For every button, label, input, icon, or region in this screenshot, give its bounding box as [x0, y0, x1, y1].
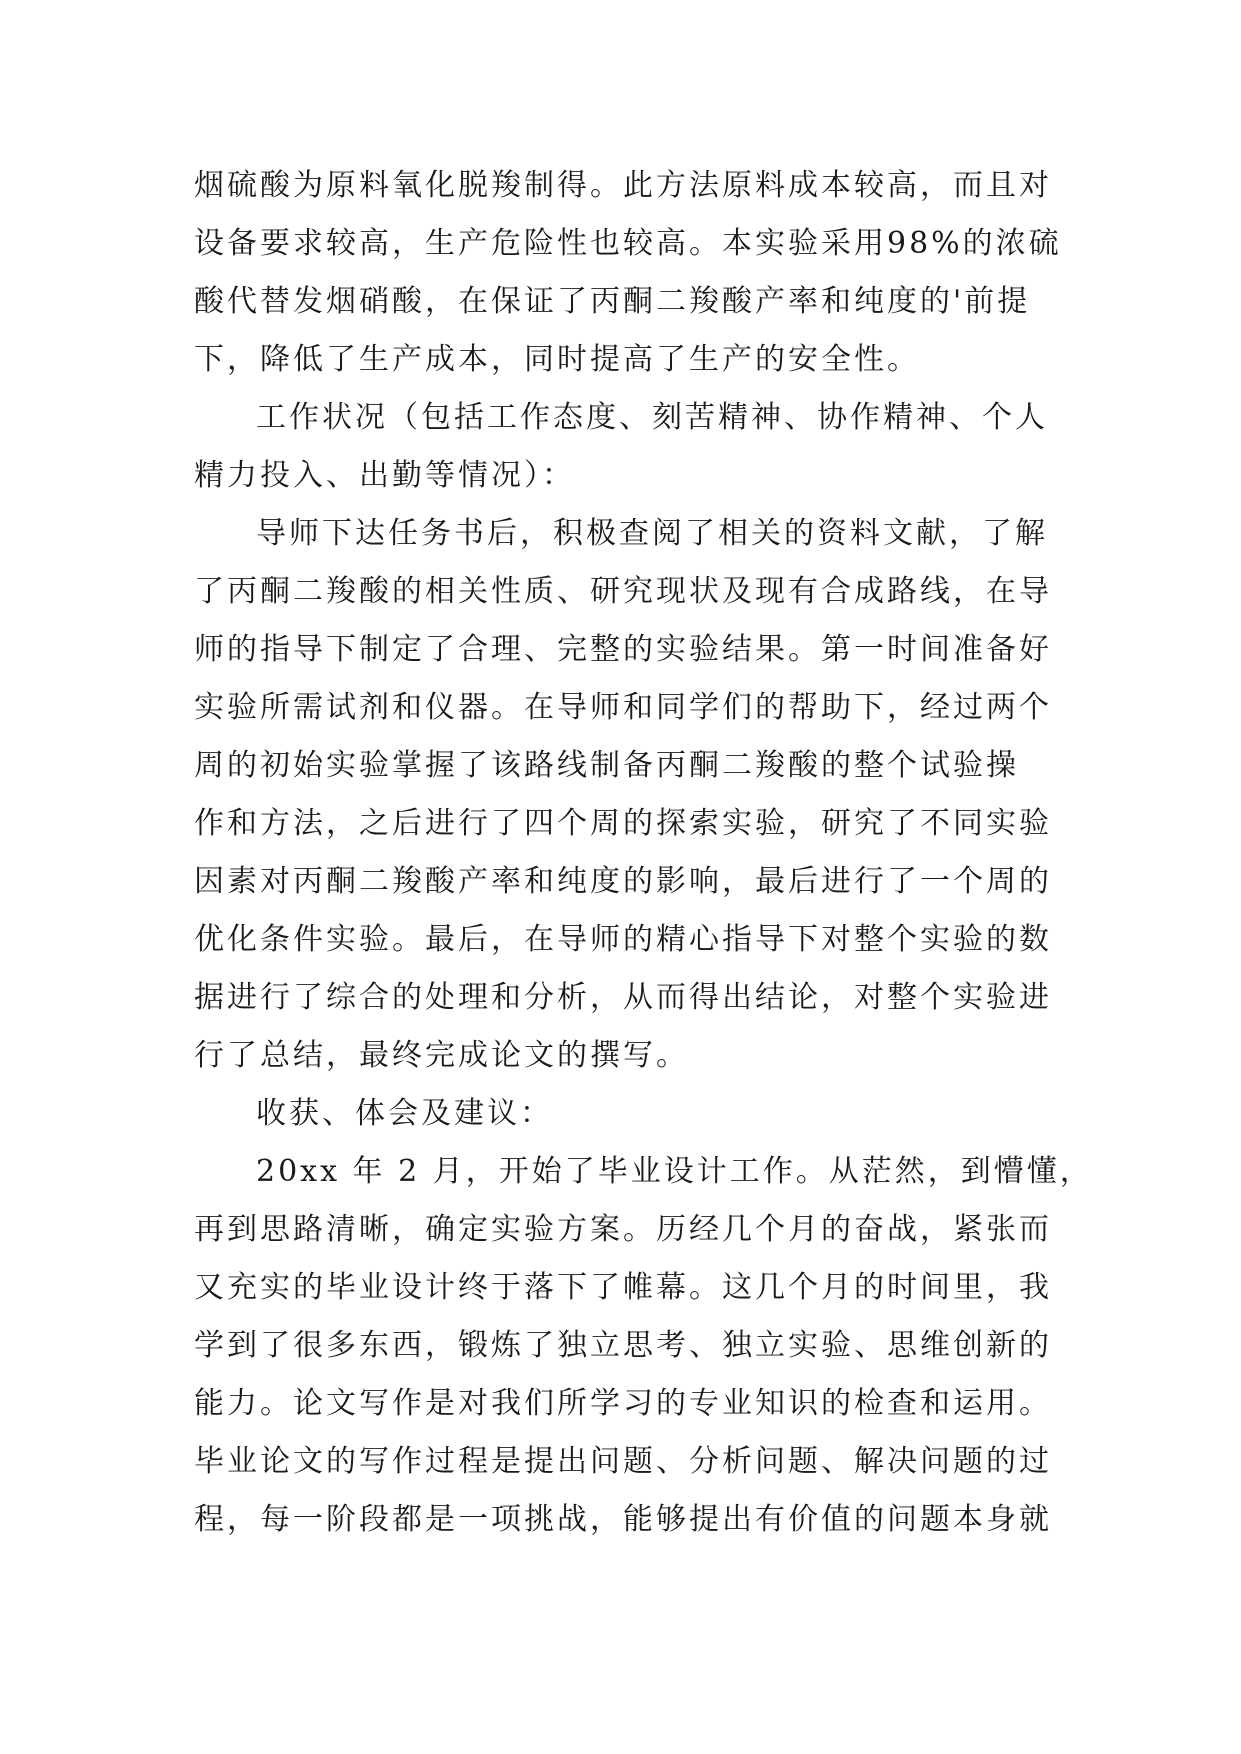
- text-line: 了丙酮二羧酸的相关性质、研究现状及现有合成路线，在导: [194, 574, 1052, 609]
- section-heading-gains: 收获、体会及建议：: [256, 1096, 553, 1131]
- text-line: 周的初始实验掌握了该路线制备丙酮二羧酸的整个试验操: [194, 748, 1019, 783]
- text-line: 精力投入、出勤等情况）：: [194, 458, 575, 493]
- text-line: 行了总结，最终完成论文的撰写。: [194, 1038, 689, 1073]
- text-line: 据进行了综合的处理和分析，从而得出结论，对整个实验进: [194, 980, 1052, 1015]
- text-line: 设备要求较高，生产危险性也较高。本实验采用98%的浓硫: [194, 226, 1062, 261]
- text-line: 酸代替发烟硝酸，在保证了丙酮二羧酸产率和纯度的'前提: [194, 284, 1031, 319]
- text-line: 因素对丙酮二羧酸产率和纯度的影响，最后进行了一个周的: [194, 864, 1052, 899]
- text-line: 导师下达任务书后，积极查阅了相关的资料文献，了解: [256, 516, 1048, 551]
- section-heading-work-status: 工作状况（包括工作态度、刻苦精神、协作精神、个人: [256, 400, 1048, 435]
- text-line: 烟硫酸为原料氧化脱羧制得。此方法原料成本较高，而且对: [194, 168, 1052, 203]
- text-line: 毕业论文的写作过程是提出问题、分析问题、解决问题的过: [194, 1444, 1052, 1479]
- text-line: 师的指导下制定了合理、完整的实验结果。第一时间准备好: [194, 632, 1052, 667]
- text-line: 20xx 年 2 月，开始了毕业设计工作。从茫然，到懵懂，: [256, 1154, 1093, 1189]
- text-line: 再到思路清晰，确定实验方案。历经几个月的奋战，紧张而: [194, 1212, 1052, 1247]
- text-line: 学到了很多东西，锻炼了独立思考、独立实验、思维创新的: [194, 1328, 1052, 1363]
- text-line: 实验所需试剂和仪器。在导师和同学们的帮助下，经过两个: [194, 690, 1052, 725]
- text-line: 作和方法，之后进行了四个周的探索实验，研究了不同实验: [194, 806, 1052, 841]
- text-line: 下，降低了生产成本，同时提高了生产的安全性。: [194, 342, 920, 377]
- text-line: 优化条件实验。最后，在导师的精心指导下对整个实验的数: [194, 922, 1052, 957]
- text-line: 又充实的毕业设计终于落下了帷幕。这几个月的时间里，我: [194, 1270, 1052, 1305]
- text-line: 能力。论文写作是对我们所学习的专业知识的检查和运用。: [194, 1386, 1052, 1421]
- text-line: 程，每一阶段都是一项挑战，能够提出有价值的问题本身就: [194, 1502, 1052, 1537]
